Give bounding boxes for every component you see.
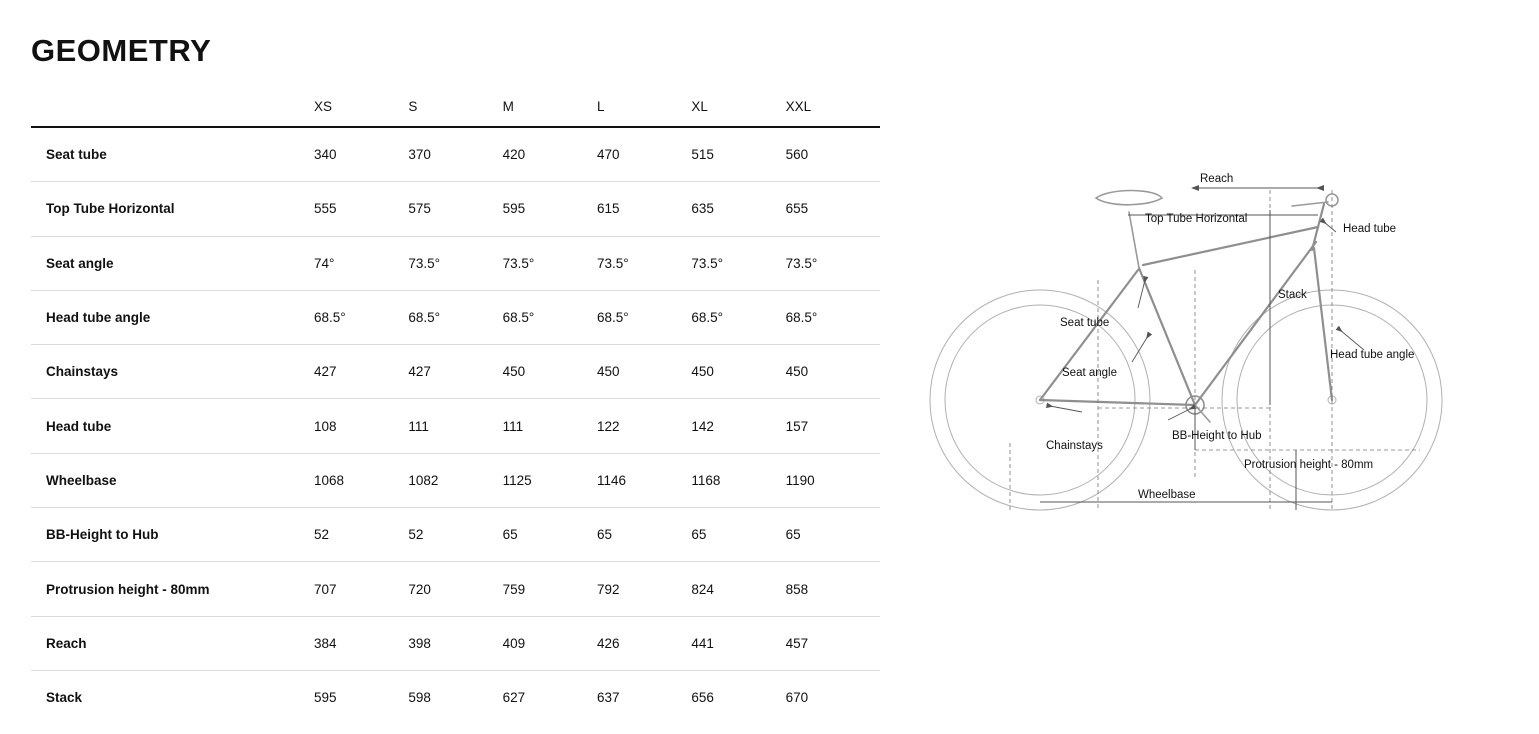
geometry-table bbox=[31, 86, 880, 724]
cell-value: 595 bbox=[314, 690, 337, 706]
cell-value: 824 bbox=[691, 562, 785, 616]
cell-value: 73.5° bbox=[408, 236, 502, 290]
row-label: Seat tube bbox=[31, 127, 314, 182]
table-row bbox=[31, 508, 880, 562]
header-size-xl: XL bbox=[691, 86, 785, 127]
label-top-tube-horizontal: Top Tube Horizontal bbox=[1145, 213, 1248, 225]
table-row bbox=[31, 290, 880, 344]
table-body bbox=[31, 127, 880, 724]
cell-value: 555 bbox=[314, 182, 408, 236]
cell-value: 637 bbox=[596, 690, 620, 706]
cell-value: 74° bbox=[314, 236, 408, 290]
header-size-m: M bbox=[503, 86, 597, 127]
cell-value: 655 bbox=[786, 182, 880, 236]
cell-value: 720 bbox=[408, 562, 502, 616]
row-label: Protrusion height - 80mm bbox=[31, 562, 314, 616]
row-label: Head tube angle bbox=[31, 290, 314, 344]
row-label: Chainstays bbox=[31, 345, 314, 399]
header-size-s: S bbox=[408, 86, 502, 127]
table-header bbox=[31, 86, 880, 127]
cell-value: 426 bbox=[597, 616, 691, 670]
cell-value: 1146 bbox=[597, 453, 691, 507]
table-row bbox=[31, 182, 880, 236]
cell-value: 1082 bbox=[408, 453, 502, 507]
cell-value: 111 bbox=[408, 399, 502, 453]
cell-value: 575 bbox=[408, 182, 502, 236]
cell-value: 457 bbox=[786, 616, 880, 670]
cell-value: 595 bbox=[503, 182, 597, 236]
table-row bbox=[31, 236, 880, 290]
cell-value: 598 bbox=[408, 690, 431, 706]
cell-value: 73.5° bbox=[691, 236, 785, 290]
cell-value: 108 bbox=[314, 399, 408, 453]
label-bb-height-to-hub: BB-Height to Hub bbox=[1172, 430, 1262, 442]
cell-value: 707 bbox=[314, 562, 408, 616]
row-label: Seat angle bbox=[31, 236, 314, 290]
table-row bbox=[31, 127, 880, 182]
cell-value: 68.5° bbox=[503, 290, 597, 344]
cell-value: 560 bbox=[786, 127, 880, 182]
row-label: BB-Height to Hub bbox=[31, 508, 314, 562]
cell-value: 384 bbox=[314, 616, 408, 670]
cell-value: 65 bbox=[786, 508, 880, 562]
cell-value: 68.5° bbox=[314, 290, 408, 344]
row-label: Head tube bbox=[31, 399, 314, 453]
row-label: Stack bbox=[46, 690, 83, 706]
cell-value: 68.5° bbox=[691, 290, 785, 344]
cell-value: 73.5° bbox=[786, 236, 880, 290]
label-chainstays: Chainstays bbox=[1046, 440, 1103, 452]
label-head-tube: Head tube bbox=[1343, 223, 1397, 235]
cell-value: 450 bbox=[503, 345, 597, 399]
label-protrusion-height: Protrusion height - 80mm bbox=[1244, 459, 1374, 471]
cell-value: 656 bbox=[691, 690, 714, 706]
page-title: GEOMETRY bbox=[31, 33, 212, 68]
cell-value: 635 bbox=[691, 182, 785, 236]
cell-value: 441 bbox=[691, 616, 785, 670]
table-row bbox=[31, 453, 880, 507]
bike-geometry-diagram bbox=[900, 150, 1520, 550]
cell-value: 450 bbox=[597, 345, 691, 399]
header-size-xxl: XXL bbox=[786, 86, 880, 127]
cell-value: 52 bbox=[314, 508, 408, 562]
cell-value: 52 bbox=[408, 508, 502, 562]
cell-value: 73.5° bbox=[503, 236, 597, 290]
cell-value: 792 bbox=[597, 562, 691, 616]
cell-value: 427 bbox=[408, 345, 502, 399]
cell-value: 111 bbox=[503, 399, 597, 453]
table-header-row bbox=[31, 86, 880, 127]
cell-value: 65 bbox=[597, 508, 691, 562]
cell-value: 340 bbox=[314, 127, 408, 182]
header-measure-column bbox=[31, 86, 314, 127]
label-wheelbase: Wheelbase bbox=[1138, 489, 1196, 501]
cell-value: 470 bbox=[597, 127, 691, 182]
label-stack: Stack bbox=[1278, 289, 1307, 301]
cell-value: 157 bbox=[786, 399, 880, 453]
cell-value: 65 bbox=[691, 508, 785, 562]
cell-value: 122 bbox=[597, 399, 691, 453]
cell-value: 1068 bbox=[314, 453, 408, 507]
cell-value: 68.5° bbox=[786, 290, 880, 344]
label-head-tube-angle: Head tube angle bbox=[1330, 349, 1415, 361]
row-label: Reach bbox=[31, 616, 314, 670]
label-seat-angle: Seat angle bbox=[1062, 367, 1117, 379]
cell-value: 670 bbox=[785, 690, 809, 706]
cell-value: 1168 bbox=[691, 453, 785, 507]
header-size-xs: XS bbox=[314, 86, 408, 127]
label-seat-tube: Seat tube bbox=[1060, 317, 1110, 329]
cell-value: 68.5° bbox=[597, 290, 691, 344]
cockpit bbox=[1096, 191, 1338, 423]
cell-value: 370 bbox=[408, 127, 502, 182]
cell-value: 142 bbox=[691, 399, 785, 453]
cell-value: 1125 bbox=[503, 453, 597, 507]
cell-value: 73.5° bbox=[597, 236, 691, 290]
row-label: Top Tube Horizontal bbox=[31, 182, 314, 236]
cell-value: 68.5° bbox=[408, 290, 502, 344]
cell-value: 420 bbox=[503, 127, 597, 182]
table-row bbox=[31, 616, 880, 670]
header-size-l: L bbox=[597, 86, 691, 127]
cell-value: 65 bbox=[503, 508, 597, 562]
cell-value: 450 bbox=[786, 345, 880, 399]
cell-value: 1190 bbox=[786, 453, 880, 507]
cell-value: 450 bbox=[691, 345, 785, 399]
table-row bbox=[31, 562, 880, 616]
cell-value: 615 bbox=[597, 182, 691, 236]
row-label: Wheelbase bbox=[31, 453, 314, 507]
cell-value: 627 bbox=[502, 690, 526, 706]
table-row bbox=[31, 345, 880, 399]
table-row bbox=[31, 670, 880, 724]
cell-value: 858 bbox=[786, 562, 880, 616]
cell-value: 398 bbox=[408, 616, 502, 670]
cell-value: 515 bbox=[691, 127, 785, 182]
cell-value: 409 bbox=[503, 616, 597, 670]
label-reach: Reach bbox=[1200, 173, 1234, 185]
cell-value: 759 bbox=[503, 562, 597, 616]
cell-value: 427 bbox=[314, 345, 408, 399]
table-row bbox=[31, 399, 880, 453]
